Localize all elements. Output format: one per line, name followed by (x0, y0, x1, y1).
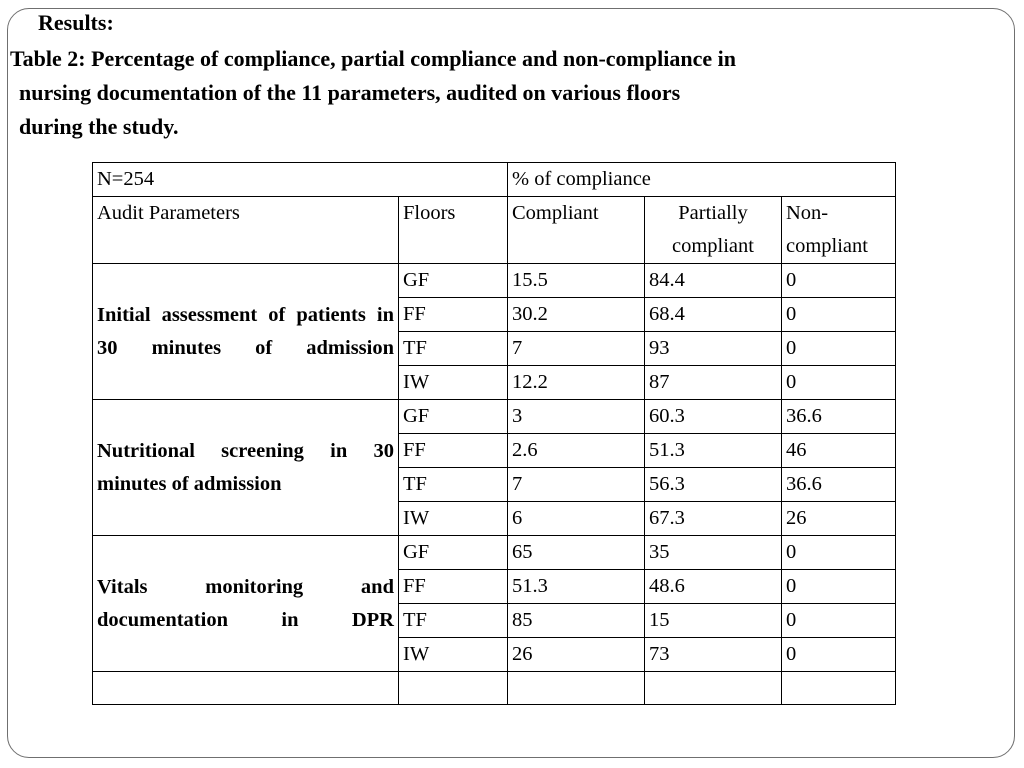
floor-cell: GF (399, 536, 508, 570)
compliant-cell: 6 (508, 502, 645, 536)
floor-cell: FF (399, 434, 508, 468)
non-compliant-cell: 0 (782, 332, 896, 366)
audit-parameters-header: Audit Parameters (93, 197, 399, 264)
floor-cell: FF (399, 570, 508, 604)
floor-cell: FF (399, 298, 508, 332)
non-compliant-cell: 0 (782, 638, 896, 672)
compliant-cell: 51.3 (508, 570, 645, 604)
compliance-table (92, 162, 896, 705)
caption-line-3: during the study. (19, 114, 179, 139)
empty-cell (645, 672, 782, 705)
audit-parameter-cell: Vitals monitoring and documentation in DPR (93, 536, 399, 672)
compliant-cell: 12.2 (508, 366, 645, 400)
empty-cell (508, 672, 645, 705)
floor-cell: GF (399, 264, 508, 298)
partial-cell: 84.4 (645, 264, 782, 298)
non-compliant-cell: 0 (782, 536, 896, 570)
floor-cell: TF (399, 468, 508, 502)
audit-parameter-cell: Initial assessment of patients in 30 minutes of admission (93, 264, 399, 400)
compliance-header-cell: % of compliance (508, 163, 896, 197)
non-compliant-cell: 46 (782, 434, 896, 468)
n-label-cell: N=254 (93, 163, 508, 197)
caption-line-2: nursing documentation of the 11 parameters, audited on various floors (19, 80, 681, 105)
partially-compliant-header-line2: compliant (672, 235, 754, 257)
floor-cell: GF (399, 400, 508, 434)
compliant-cell: 65 (508, 536, 645, 570)
compliant-cell: 2.6 (508, 434, 645, 468)
partial-cell: 51.3 (645, 434, 782, 468)
empty-cell (93, 672, 399, 705)
non-compliant-cell: 0 (782, 298, 896, 332)
table-caption (10, 42, 970, 144)
non-compliant-cell: 0 (782, 264, 896, 298)
partial-cell: 93 (645, 332, 782, 366)
non-compliant-header (782, 197, 896, 264)
floor-cell: IW (399, 366, 508, 400)
partial-cell: 60.3 (645, 400, 782, 434)
results-heading: Results: (38, 10, 114, 35)
partial-cell: 73 (645, 638, 782, 672)
compliant-cell: 26 (508, 638, 645, 672)
table-row (93, 536, 896, 570)
caption-line-1: Table 2: Percentage of compliance, partial compliance and non-compliance in (10, 46, 736, 71)
compliant-header: Compliant (508, 197, 645, 264)
empty-table-row (93, 672, 896, 705)
non-compliant-cell: 36.6 (782, 400, 896, 434)
partially-compliant-header (645, 197, 782, 264)
partial-cell: 56.3 (645, 468, 782, 502)
header-row-1 (93, 163, 896, 197)
partial-cell: 68.4 (645, 298, 782, 332)
partial-cell: 48.6 (645, 570, 782, 604)
empty-cell (782, 672, 896, 705)
non-compliant-header-line2: compliant (786, 235, 868, 257)
audit-parameter-cell: Nutritional screening in 30 minutes of admission (93, 400, 399, 536)
non-compliant-cell: 0 (782, 604, 896, 638)
empty-cell (399, 672, 508, 705)
floor-cell: TF (399, 332, 508, 366)
compliant-cell: 85 (508, 604, 645, 638)
compliant-cell: 30.2 (508, 298, 645, 332)
floor-cell: IW (399, 638, 508, 672)
floor-cell: IW (399, 502, 508, 536)
partial-cell: 67.3 (645, 502, 782, 536)
partial-cell: 15 (645, 604, 782, 638)
partially-compliant-header-line1: Partially (678, 202, 748, 224)
non-compliant-cell: 26 (782, 502, 896, 536)
non-compliant-cell: 0 (782, 366, 896, 400)
compliant-cell: 7 (508, 332, 645, 366)
non-compliant-cell: 0 (782, 570, 896, 604)
compliant-cell: 7 (508, 468, 645, 502)
header-row-2 (93, 197, 896, 264)
floors-header: Floors (399, 197, 508, 264)
table-row (93, 400, 896, 434)
compliant-cell: 3 (508, 400, 645, 434)
partial-cell: 87 (645, 366, 782, 400)
non-compliant-header-line1: Non- (786, 202, 829, 224)
non-compliant-cell: 36.6 (782, 468, 896, 502)
floor-cell: TF (399, 604, 508, 638)
compliant-cell: 15.5 (508, 264, 645, 298)
partial-cell: 35 (645, 536, 782, 570)
table-row (93, 264, 896, 298)
